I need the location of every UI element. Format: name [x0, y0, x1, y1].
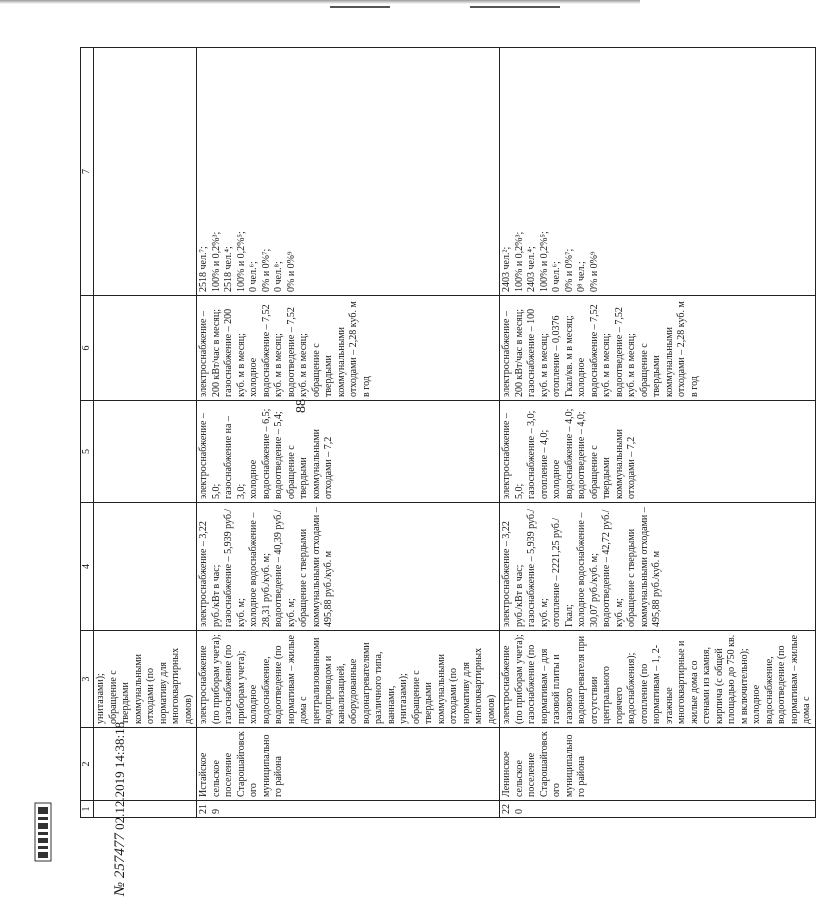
column-header: 5 — [81, 401, 94, 503]
page-number: 88 — [294, 399, 309, 413]
document-number: № 257477 — [112, 833, 128, 896]
column-header: 7 — [81, 48, 94, 296]
scan-mark — [470, 6, 560, 8]
cell-volumes: электроснабжение – 200 кВт/час в месяц; газоснабжение – 100 куб. м в месяц; отопление – 0,0376 Гкал/кв. м в месяц; холодное водоснабжение – 7,52 куб. м в месяц; водоотведение – 7,52 куб. м в месяц; обращение с твердыми коммунальными отходами – 2,28 куб. м в год — [500, 296, 816, 401]
cell-tariffs: электроснабжение – 3,22 руб./кВт в час; газоснабжение – 5,939 руб./куб. м; холодное водоснабжение – 28,31 руб./куб. м; водоотведение – 40,39 руб./куб. м; обращение с твердыми коммунальными отходами – 495,88 руб./куб. м — [197, 503, 500, 631]
scan-edge — [0, 0, 640, 4]
cell-services: электроснабжение (по приборам учета); газоснабжение (по приборам учета); холодное водоснабжение, водоотведение (по нормативам – жилые дома с централизованными водопроводом и канализацией, оборудованные водонагревателями различного типа, ваннами, унитазами); обращение с твердыми коммунальными отходами (по нормативу для многоквартирных домов) — [197, 631, 500, 728]
stamp-graphic — [32, 802, 54, 862]
cell-population: 2403 чел.²; 100% и 0,2%³; 2403 чел.⁴; 100% и 0,2%⁵; 0 чел.⁶; 0% и 0%⁷; 0⁸ чел.; 0% и 0%⁹ — [500, 48, 816, 296]
cell-population: 2518 чел.⁷; 100% и 0,2%³; 2518 чел.⁴; 100% и 0,2%⁵; 0 чел.⁶; 0% и 0%⁷; 0 чел.⁸; 0% и 0%⁹ — [197, 48, 500, 296]
cell-volumes: электроснабжение – 200 кВт/час в месяц; газоснабжение – 200 куб. м в месяц; холодное водоснабжение – 7,52 куб. м в месяц; водоотведение – 7,52 куб. м в месяц; обращение с твердыми коммунальными отходами – 2,28 куб. м в год — [197, 296, 500, 401]
column-header: 3 — [81, 631, 94, 728]
column-header: 6 — [81, 296, 94, 401]
column-header: 1 — [81, 801, 94, 818]
print-mark — [112, 722, 129, 896]
column-numbers-row — [81, 48, 94, 818]
print-datetime: 02.12.2019 14:38:18 — [112, 721, 127, 830]
cell-growth: электроснабжение – 5,0; газоснабжение – 3,0; отопление – 4,0; холодное водоснабжение – 4,0; водоотведение – 4,0; обращение с твердыми коммунальными отходами – 7,2 — [500, 401, 816, 503]
table-row — [500, 48, 816, 818]
tariff-table — [80, 47, 816, 818]
cell-growth: электроснабжение – 5,0; газоснабжение на – 3,0; холодное водоснабжение – 6,5; водоотведение – 5,4; обращение с твердыми коммунальными отходами – 7,2 — [197, 401, 500, 503]
column-header: 4 — [81, 503, 94, 631]
cell-services: унитазами); обращение с твердыми коммунальными отходами (по нормативу для многоквартирных домов) — [94, 631, 197, 728]
table-row — [197, 48, 500, 818]
cell-services: электроснабжение (по приборам учета); газоснабжение (по нормативам – для газовой плиты и газового водонагревателя при отсутствии центрального горячего водоснабжения); отопление (по нормативам – 1, 2-этажные многоквартирные и жилые дома со стенами из камня, кирпича (с общей площадью до 750 кв. м включительно); холодное водоснабжение, водоотведение (по нормативам – жилые дома с — [500, 631, 816, 728]
continuation-row — [94, 48, 197, 818]
scan-mark — [330, 6, 390, 8]
column-header: 2 — [81, 728, 94, 801]
stamp-seal — [32, 802, 59, 862]
cell-num: 219 — [197, 801, 500, 818]
cell-num: 220 — [500, 801, 816, 818]
rotated-table-wrapper — [80, 48, 812, 818]
cell-settlement: Ленинское сельское поселение Старошайговского муниципального района — [500, 728, 816, 801]
cell-settlement: Истайское сельское поселение Старошайговского муниципального района — [197, 728, 500, 801]
cell-tariffs: электроснабжение – 3,22 руб./кВт в час; газоснабжение – 5,939 руб./куб. м; отопление – 2221,25 руб./Гкал; холодное водоснабжение – 30,07 руб./куб. м; водоотведение – 42,72 руб./куб. м; обращение с твердыми коммунальными отходами – 495,88 руб./куб. м — [500, 503, 816, 631]
